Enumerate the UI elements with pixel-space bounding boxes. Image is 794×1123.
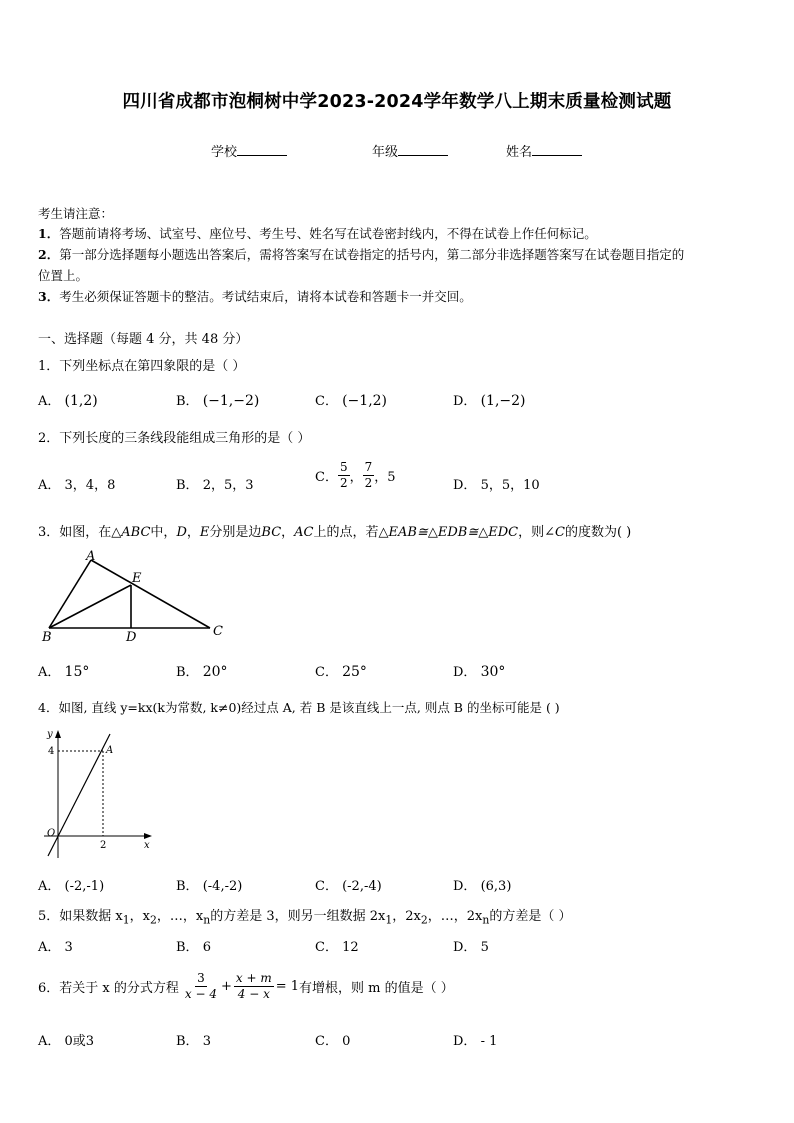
- q1-option-d[interactable]: D． (1,−2): [453, 393, 526, 409]
- q2-option-d[interactable]: D． 5，5，10: [453, 478, 540, 493]
- school-blank[interactable]: [237, 144, 287, 156]
- q4-option-d[interactable]: D． (6,3): [453, 879, 512, 894]
- question-5-stem: 5．如果数据 $x_1$，$x_2$，…，$x_n$的方差是 3，则另一组数据 $2x_1$，$2x_2$，…，$2x_n$的方差是（ ）: [38, 909, 572, 927]
- q2-option-a[interactable]: A． 3，4，8: [38, 478, 116, 493]
- q1-option-b[interactable]: B． (−1,−2): [176, 393, 260, 409]
- y-axis-arrow: [55, 730, 61, 738]
- note-item-3: [38, 287, 472, 305]
- label-a: A: [106, 745, 114, 756]
- x-axis-arrow: [144, 833, 152, 839]
- coordinate-figure: [38, 726, 158, 860]
- grade-label: 年级: [372, 145, 399, 160]
- q3-option-a[interactable]: A． 15°: [38, 664, 90, 680]
- q5-option-b[interactable]: B． 6: [176, 940, 211, 955]
- question-3-stem: 3．如图，在△ABC中，D，E分别是边BC，AC上的点，若△EAB≅△EDB≅△EDC，则∠C的度数为( ): [38, 525, 632, 540]
- label-4: 4: [48, 746, 55, 757]
- q6-option-c[interactable]: C． 0: [315, 1034, 351, 1049]
- label-y: y: [47, 729, 53, 740]
- q4-option-c[interactable]: C． (-2,-4): [315, 879, 382, 894]
- label-c: C: [213, 624, 223, 639]
- grade-field[interactable]: [372, 141, 448, 160]
- note-num: 3．: [38, 289, 60, 304]
- q1-option-c[interactable]: C． (−1,2): [315, 393, 388, 409]
- fraction: $\frac{5}{2}$: [339, 460, 348, 490]
- note-item-2: [38, 245, 684, 263]
- q1-option-a[interactable]: A． (1,2): [38, 393, 98, 409]
- q2-option-b[interactable]: B． 2，5，3: [176, 478, 254, 493]
- note-text: 答题前请将考场、试室号、座位号、考生号、姓名写在试卷密封线内，不得在试卷上作任何标记。: [59, 226, 597, 241]
- label-e: E: [132, 571, 142, 586]
- page-title: 四川省成都市泡桐树中学2023-2024学年数学八上期末质量检测试题: [122, 92, 672, 112]
- q6-option-d[interactable]: D． - 1: [453, 1034, 498, 1049]
- school-field[interactable]: [211, 141, 287, 160]
- q2-option-c[interactable]: C． $\frac{5}{2}$ ， $\frac{7}{2}$ ，5: [315, 460, 396, 490]
- q6-option-b[interactable]: B． 3: [176, 1034, 211, 1049]
- name-blank[interactable]: [532, 144, 582, 156]
- school-label: 学校: [211, 145, 238, 160]
- note-num: 1．: [38, 226, 60, 241]
- q4-option-b[interactable]: B． (-4,-2): [176, 879, 243, 894]
- note-num: 2．: [38, 247, 60, 262]
- question-4-stem: 4．如图, 直线 y=kx(k为常数, k≠0)经过点 A, 若 B 是该直线上一点, 则点 B 的坐标可能是 ( ): [38, 700, 560, 715]
- label-a: A: [86, 549, 96, 564]
- q3-option-b[interactable]: B． 20°: [176, 664, 228, 680]
- q5-option-c[interactable]: C． 12: [315, 940, 359, 955]
- section-header: 一、选择题（每题 4 分，共 48 分）: [38, 332, 249, 347]
- note-text: 考生必须保证答题卡的整洁。考试结束后，请将本试卷和答题卡一并交回。: [59, 289, 472, 304]
- q3-option-c[interactable]: C． 25°: [315, 664, 367, 680]
- question-6-stem: 6．若关于 x 的分式方程 $\frac{3}{x - 4}$ + $\frac{x + m}{4 - x}$ = 1 有增根，则 m 的值是（ ）: [38, 971, 454, 1001]
- triangle-figure: [38, 548, 238, 644]
- grade-blank[interactable]: [398, 144, 448, 156]
- label-x: x: [144, 840, 150, 851]
- line-y-kx: [48, 734, 110, 856]
- edge-ac: [91, 560, 210, 628]
- label-o: O: [47, 828, 56, 839]
- fraction: $\frac{7}{2}$: [364, 460, 373, 490]
- q6-option-a[interactable]: A． 0或3: [38, 1034, 95, 1049]
- notes-header: 考生请注意：: [38, 206, 114, 221]
- label-d: D: [126, 630, 137, 644]
- q3-option-d[interactable]: D． 30°: [453, 664, 506, 680]
- q4-option-a[interactable]: A． (-2,-1): [38, 879, 105, 894]
- segment-be: [49, 585, 131, 628]
- note-item-1: [38, 224, 597, 242]
- note-text: 第一部分选择题每小题选出答案后，需将答案写在试卷指定的括号内，第二部分非选择题答案写在试卷题目指定的: [59, 247, 685, 262]
- fraction: $\frac{3}{x - 4}$: [184, 971, 217, 1001]
- name-label: 姓名: [506, 145, 533, 160]
- fraction: $\frac{x + m}{4 - x}$: [235, 971, 272, 1001]
- name-field[interactable]: [506, 141, 582, 160]
- label-b: B: [42, 630, 52, 644]
- question-1-stem: 1．下列坐标点在第四象限的是（ ）: [38, 359, 246, 374]
- question-2-stem: 2．下列长度的三条线段能组成三角形的是（ ）: [38, 431, 311, 446]
- q5-option-a[interactable]: A． 3: [38, 940, 73, 955]
- label-2: 2: [100, 840, 107, 851]
- note-item-2-cont: 位置上。: [38, 268, 89, 283]
- q5-option-d[interactable]: D． 5: [453, 940, 489, 955]
